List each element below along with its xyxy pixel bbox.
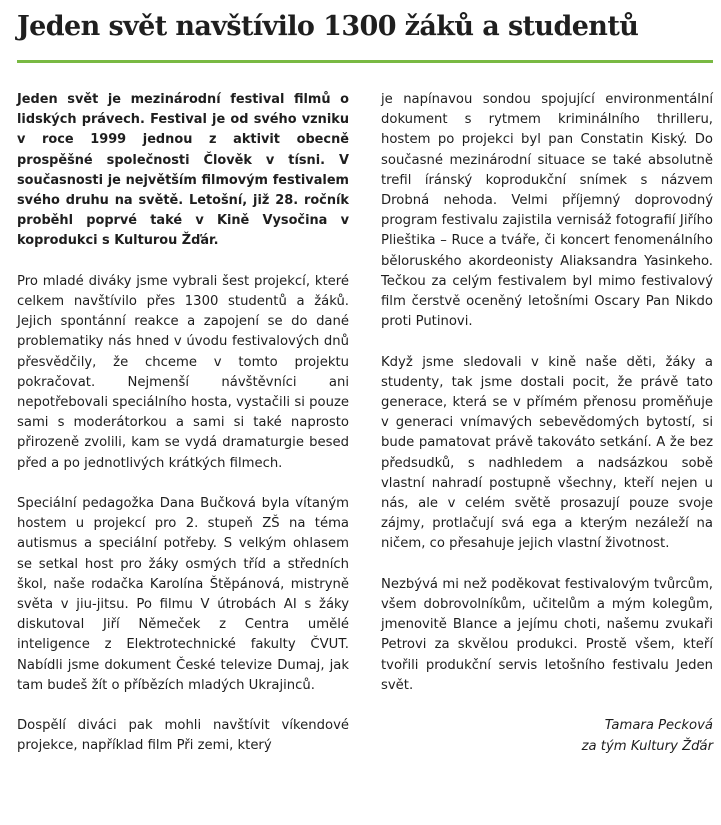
author-role: za tým Kultury Žďár	[581, 738, 713, 754]
body-paragraph-continuation: je napínavou sondou spojující environmentální dokument s rytmem kriminálního thrilleru, hostem po projekci byl pan Constatin Kiský. Do současné mezinárodní situace se také absolutně trefil íránský koprodukční snímek s názvem Drobná nehoda. Velmi příjemný doprovodný program festivalu zajistila vernisáž fotografií Jiřího Plieštika – Ruce a tváře, či koncert fenomenálního běloruského akordeonisty Aliaksandra Yasinkeho. Tečkou za celým festivalem byl mimo festivalový film čerstvě oceněný letošními Oscary Pan Nikdo proti Putinovi.	[381, 92, 713, 330]
body-paragraph-continued: Dospělí diváci pak mohli navštívit víkendové projekce, například film Při zemi, který	[17, 718, 349, 754]
headline-divider	[17, 60, 713, 63]
signature	[381, 716, 713, 757]
right-column	[381, 90, 713, 757]
lead-paragraph: Jeden svět je mezinárodní festival filmů o lidských právech. Festival je od svého vzniku v roce 1999 jednou z aktivit obecně prospěšné společnosti Člověk v tísni. V současnosti je největším filmovým festivalem svého druhu na světě. Letošní, již 28. ročník proběhl poprvé také v Kině Vysočina v koprodukci s Kulturou Žďár.	[17, 92, 349, 249]
left-column	[17, 90, 349, 757]
body-paragraph: Pro mladé diváky jsme vybrali šest projekcí, které celkem navštívilo přes 1300 studentů a žáků. Jejich spontánní reakce a zapojení se do dané problematiky nás hned v úvodu festivalových dnů přesvědčily, že chceme v tomto projektu pokračovat. Nejmenší návštěvníci ani nepotřebovali speciálního hosta, vystačili si pouze sami s moderátorkou a sami si také naprosto přirozeně zvolili, kam se vydá dramaturgie besed před a po jednotlivých krátkých filmech.	[17, 273, 349, 471]
body-paragraph: Speciální pedagožka Dana Bučková byla vítaným hostem u projekcí pro 2. stupeň ZŠ na téma autismus a speciální potřeby. S velkým ohlasem se setkal host pro žáky osmých tříd a středních škol, naše rodačka Karolína Štěpánová, mistryně světa v jiu-jitsu. Po filmu V útrobách AI s žáky diskutoval Jiří Němeček z Centra umělé inteligence z Elektrotechnické fakulty ČVUT. Nabídli jsme dokument České televize Dumaj, jak tam budeš žít o příbězích mladých Ukrajinců.	[17, 496, 349, 693]
article-headline: Jeden svět navštívilo 1300 žáků a studentů	[17, 11, 639, 42]
author-name: Tamara Pecková	[604, 718, 713, 734]
body-paragraph: Když jsme sledovali v kině naše děti, žáky a studenty, tak jsme dostali pocit, že právě tato generace, která se v přímém přenosu proměňuje v generaci vnímavých sebevědomých bytostí, si bude pamatovat právě takováto setkání. A že bez předsudků, s nadhledem a nadsázkou sobě vlastní nahradí postupně všechny, kteří nejen u nás, ale v celém světě prosazují pouze svoje zájmy, protlačují svá ega a kterým nezáleží na ničem, co přesahuje jejich vlastní životnost.	[381, 354, 713, 552]
body-paragraph: Nezbývá mi než poděkovat festivalovým tvůrcům, všem dobrovolníkům, učitelům a mým kolegům, jmenovitě Blance a jejímu choti, našemu zvukaři Petrovi za skvělou produkci. Prostě všem, kteří tvořili produkční servis letošního festivalu Jeden svět.	[381, 576, 713, 693]
